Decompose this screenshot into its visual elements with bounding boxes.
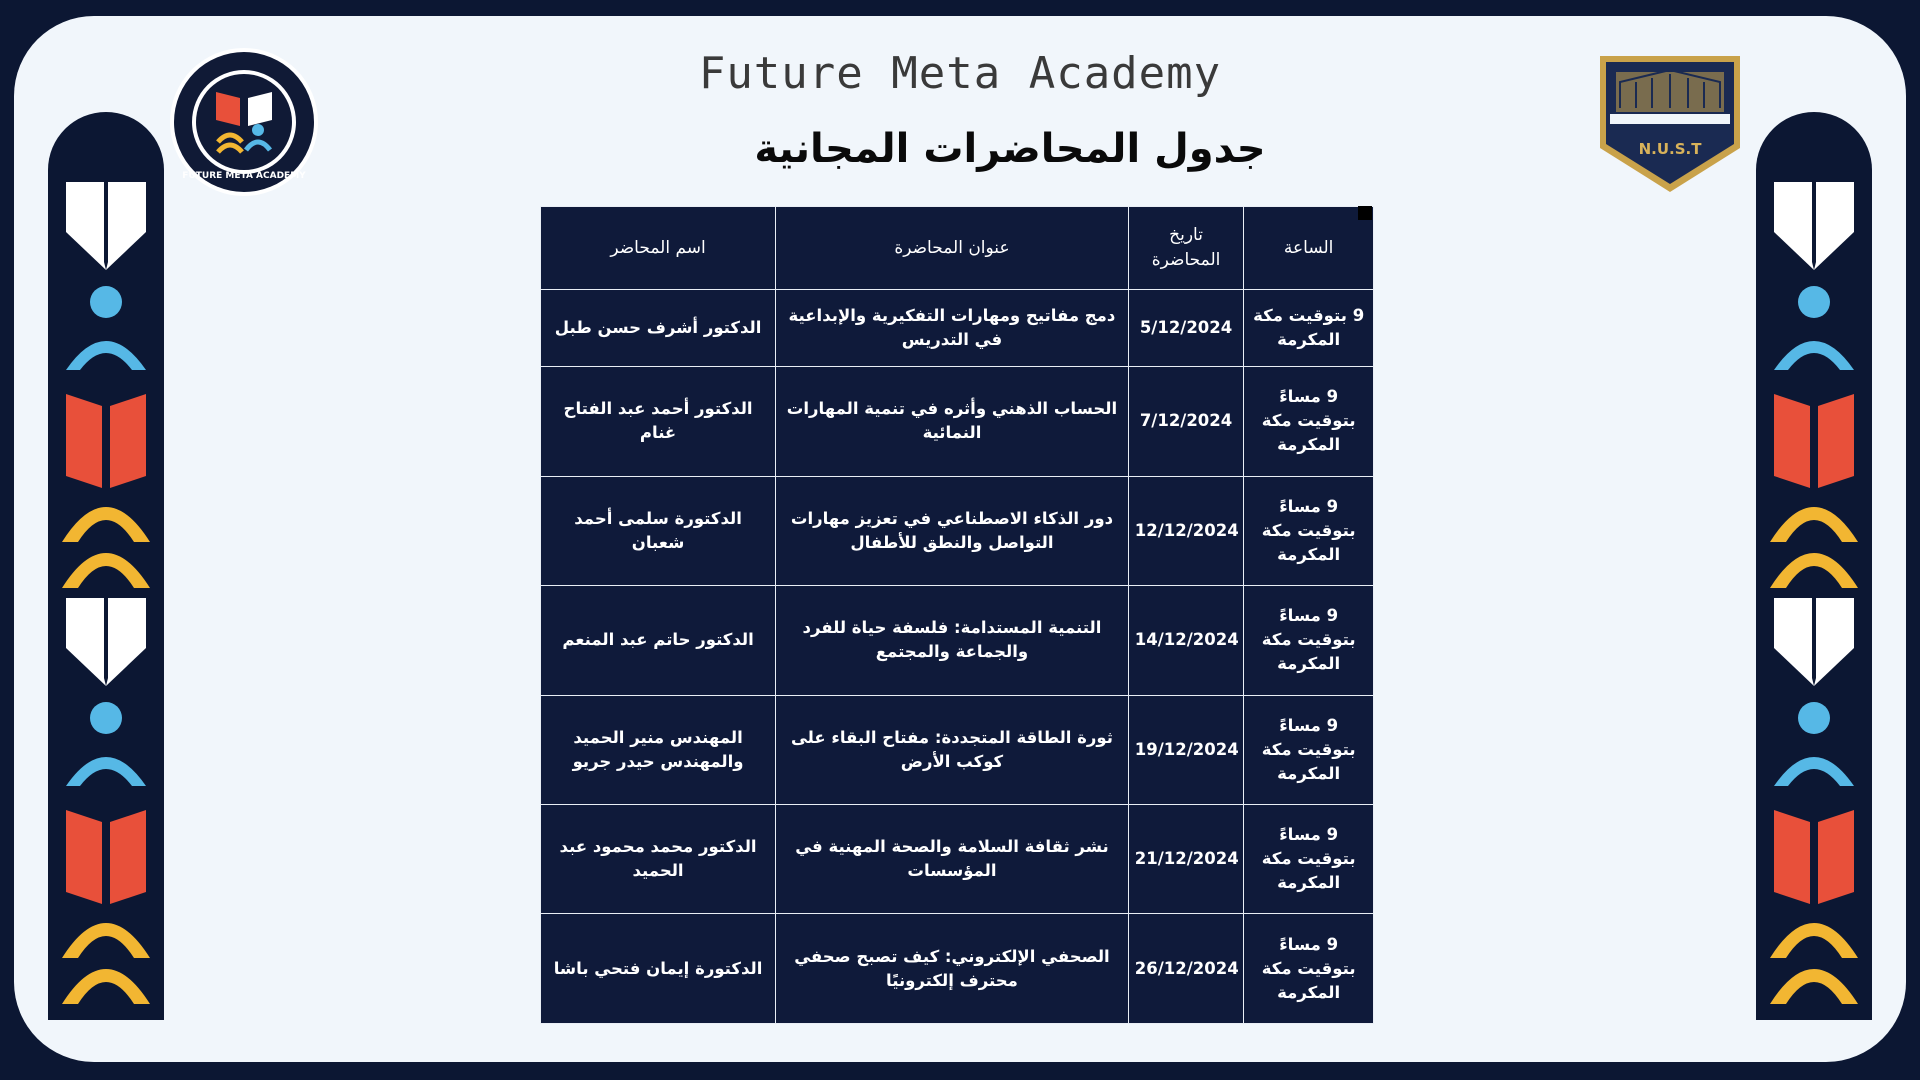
- page-title: Future Meta Academy: [698, 48, 1222, 99]
- table-corner-mark: [1358, 206, 1372, 220]
- time-cell: 9 مساءً بتوقيت مكة المكرمة: [1244, 914, 1374, 1024]
- title-cell: الحساب الذهني وأثره في تنمية المهارات النمائية: [776, 367, 1129, 476]
- left-decorative-strip: [48, 112, 164, 1020]
- time-cell: 9 مساءً بتوقيت مكة المكرمة: [1244, 586, 1374, 695]
- table-row: [541, 476, 1374, 585]
- nust-logo-text: N.U.S.T: [1638, 140, 1702, 158]
- time-cell: 9 بتوقيت مكة المكرمة: [1244, 290, 1374, 367]
- title-cell: دمج مفاتيح ومهارات التفكيرية والإبداعية في التدريس: [776, 290, 1129, 367]
- header-speaker: اسم المحاضر: [541, 207, 776, 290]
- date-cell: 26/12/2024: [1128, 914, 1244, 1024]
- date-cell: 21/12/2024: [1128, 804, 1244, 913]
- date-cell: 14/12/2024: [1128, 586, 1244, 695]
- table-header-row: [541, 207, 1374, 290]
- speaker-cell: الدكتور أحمد عبد الفتاح غنام: [541, 367, 776, 476]
- speaker-cell: الدكتور أشرف حسن طبل: [541, 290, 776, 367]
- time-cell: 9 مساءً بتوقيت مكة المكرمة: [1244, 804, 1374, 913]
- date-cell: 19/12/2024: [1128, 695, 1244, 804]
- speaker-cell: المهندس منير الحميد والمهندس حيدر جريو: [541, 695, 776, 804]
- title-cell: نشر ثقافة السلامة والصحة المهنية في المؤسسات: [776, 804, 1129, 913]
- nust-logo-icon: [1596, 52, 1744, 196]
- future-meta-academy-logo: [168, 46, 320, 198]
- academy-logo-icon: [168, 46, 320, 198]
- lecture-schedule-table: [540, 206, 1374, 1024]
- title-cell: التنمية المستدامة: فلسفة حياة للفرد والجماعة والمجتمع: [776, 586, 1129, 695]
- time-cell: 9 مساءً بتوقيت مكة المكرمة: [1244, 695, 1374, 804]
- table-row: [541, 914, 1374, 1024]
- time-cell: 9 مساءً بتوقيت مكة المكرمة: [1244, 367, 1374, 476]
- title-cell: الصحفي الإلكتروني: كيف تصبح صحفي محترف إلكترونيًا: [776, 914, 1129, 1024]
- schedule-subtitle: جدول المحاضرات المجانية: [754, 126, 1266, 172]
- date-cell: 5/12/2024: [1128, 290, 1244, 367]
- title-cell: دور الذكاء الاصطناعي في تعزيز مهارات التواصل والنطق للأطفال: [776, 476, 1129, 585]
- table-row: [541, 804, 1374, 913]
- speaker-cell: الدكتور محمد محمود عبد الحميد: [541, 804, 776, 913]
- nust-university-logo: [1596, 52, 1744, 196]
- academy-logo-text: FUTURE META ACADEMY: [182, 171, 306, 181]
- table-row: [541, 695, 1374, 804]
- table-row: [541, 586, 1374, 695]
- speaker-cell: الدكتور حاتم عبد المنعم: [541, 586, 776, 695]
- speaker-cell: الدكتورة إيمان فتحي باشا: [541, 914, 776, 1024]
- time-cell: 9 مساءً بتوقيت مكة المكرمة: [1244, 476, 1374, 585]
- table-row: [541, 290, 1374, 367]
- header-title: عنوان المحاضرة: [776, 207, 1129, 290]
- header-date: تاريخ المحاضرة: [1128, 207, 1244, 290]
- date-cell: 7/12/2024: [1128, 367, 1244, 476]
- decorative-pattern-right: [1756, 112, 1872, 1020]
- title-cell: ثورة الطاقة المتجددة: مفتاح البقاء على كوكب الأرض: [776, 695, 1129, 804]
- date-cell: 12/12/2024: [1128, 476, 1244, 585]
- decorative-pattern-left: [48, 112, 164, 1020]
- speaker-cell: الدكتورة سلمى أحمد شعبان: [541, 476, 776, 585]
- header-time: الساعة: [1244, 207, 1374, 290]
- table-row: [541, 367, 1374, 476]
- right-decorative-strip: [1756, 112, 1872, 1020]
